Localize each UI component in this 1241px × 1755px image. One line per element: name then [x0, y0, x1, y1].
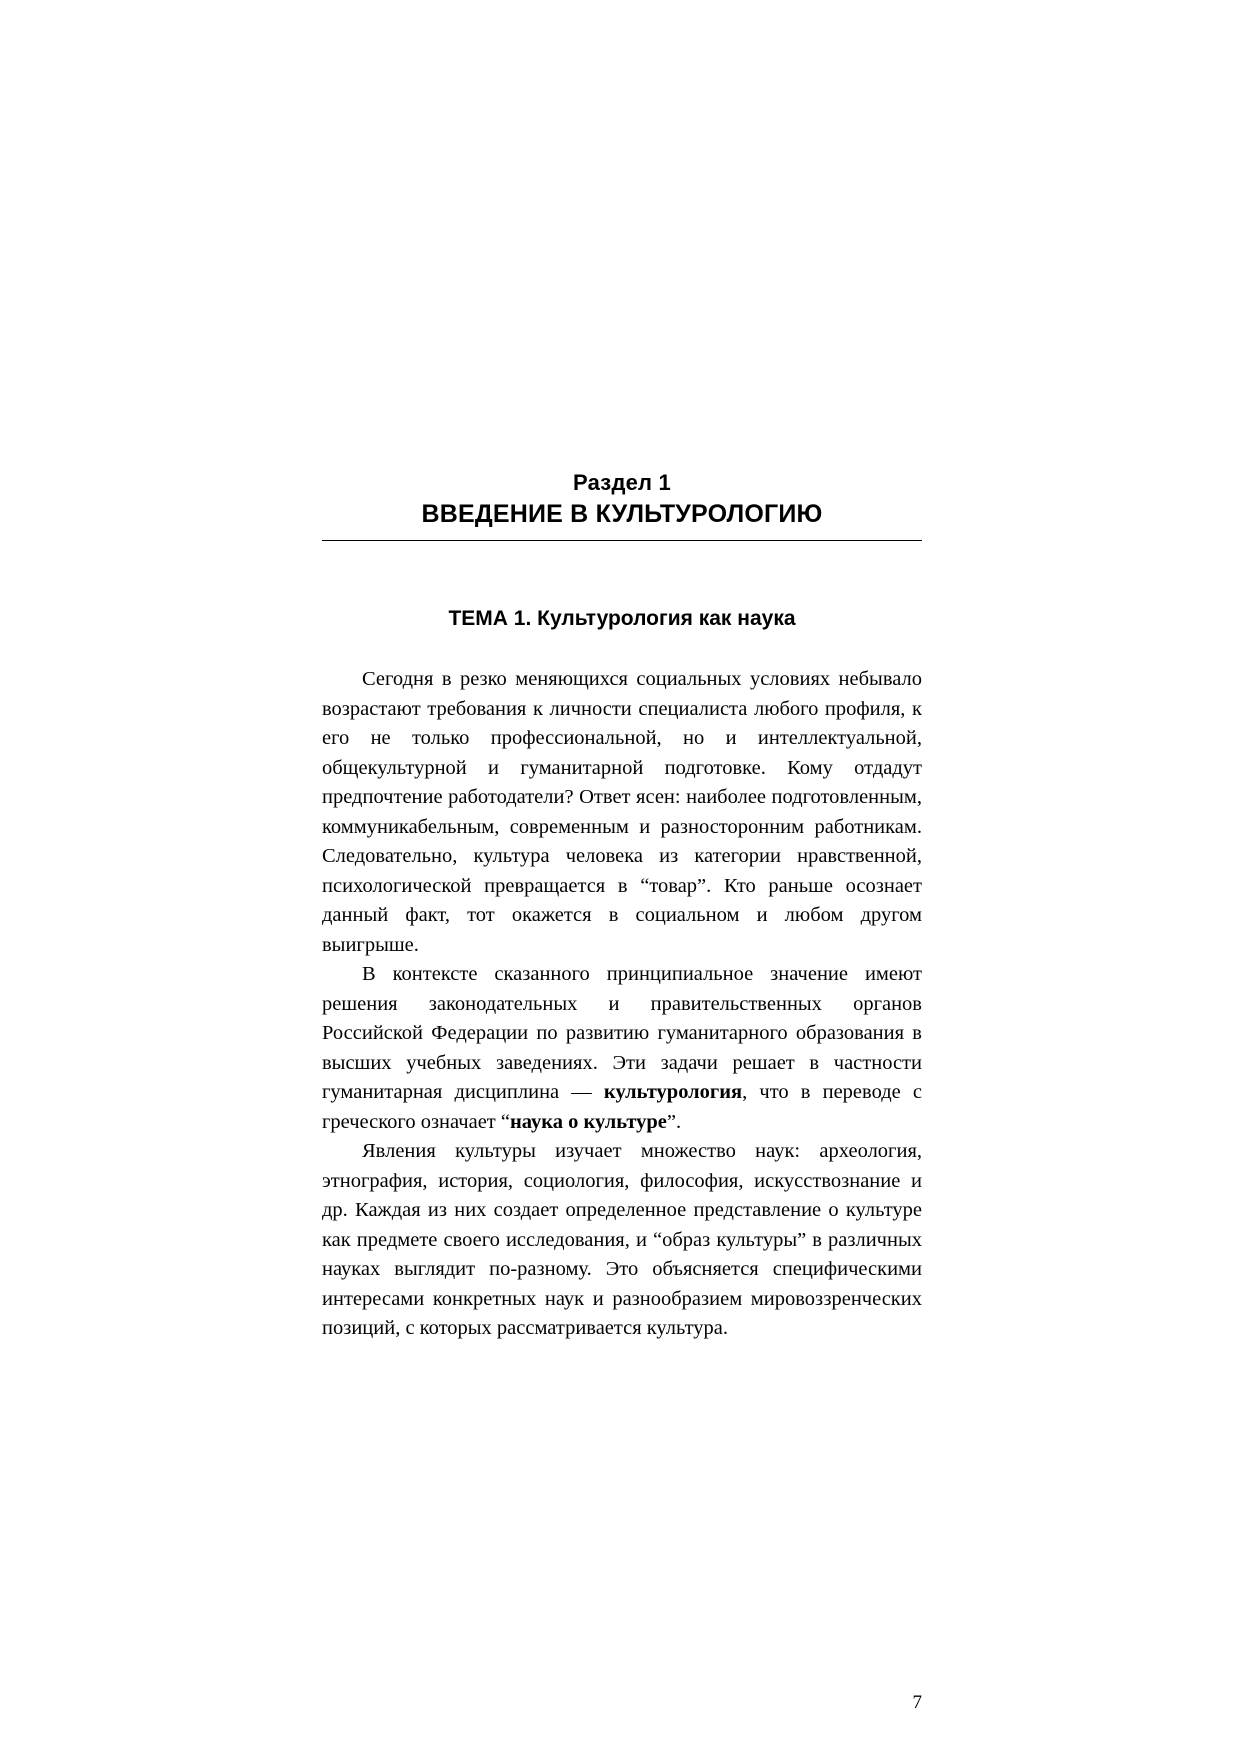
paragraph-2-part-2: , что в переводе с греческого означает “ — [322, 1081, 922, 1133]
section-number: Раздел 1 — [573, 470, 671, 495]
section-title: ВВЕДЕНИЕ В КУЛЬТУРОЛОГИЮ — [421, 500, 823, 528]
page-content — [322, 470, 922, 1713]
paragraph-1: Сегодня в резко меняющихся социальных условиях небывало возрастают требования к личности специалиста любого профиля, к его не только профессиональной, но и интеллектуальной, общекультурной и гуманитарной подготовке. Кому отдадут предпочтение работодатели? Ответ ясен: наиболее подготовленным, коммуникабельным, современным и разносторонним работникам. Следовательно, культура человека из категории нравственной, психологической превращается в “товар”. Кто раньше осознает данный факт, тот окажется в социальном и любом другом выигрыше. — [322, 668, 922, 956]
paragraph-2-part-1: В контексте сказанного принципиальное значение имеют решения законодательных и правительственных органов Российской Федерации по развитию гуманитарного образования в высших учебных заведениях. Эти задачи решает в частности гуманитарная дисциплина — — [322, 963, 922, 1104]
topic-title: ТЕМА 1. Культурология как наука — [448, 607, 796, 630]
term-culturology: культурология — [603, 1081, 743, 1104]
header-divider — [322, 540, 922, 541]
paragraph-2 — [322, 960, 922, 1137]
paragraph-3: Явления культуры изучает множество наук: археология, этнография, история, социология, философия, искусствознание и др. Каждая из них создает определенное представление о культуре как предмете своего исследования, и “образ культуры” в различных науках выглядит по-разному. Это объясняется специфическими интересами конкретных наук и разнообразием мировоззренческих позиций, с которых рассматривается культура. — [322, 1140, 922, 1340]
term-science-of-culture: наука о культуре — [510, 1110, 667, 1133]
paragraph-2-part-3: ”. — [666, 1110, 682, 1133]
page-number: 7 — [912, 1692, 922, 1713]
